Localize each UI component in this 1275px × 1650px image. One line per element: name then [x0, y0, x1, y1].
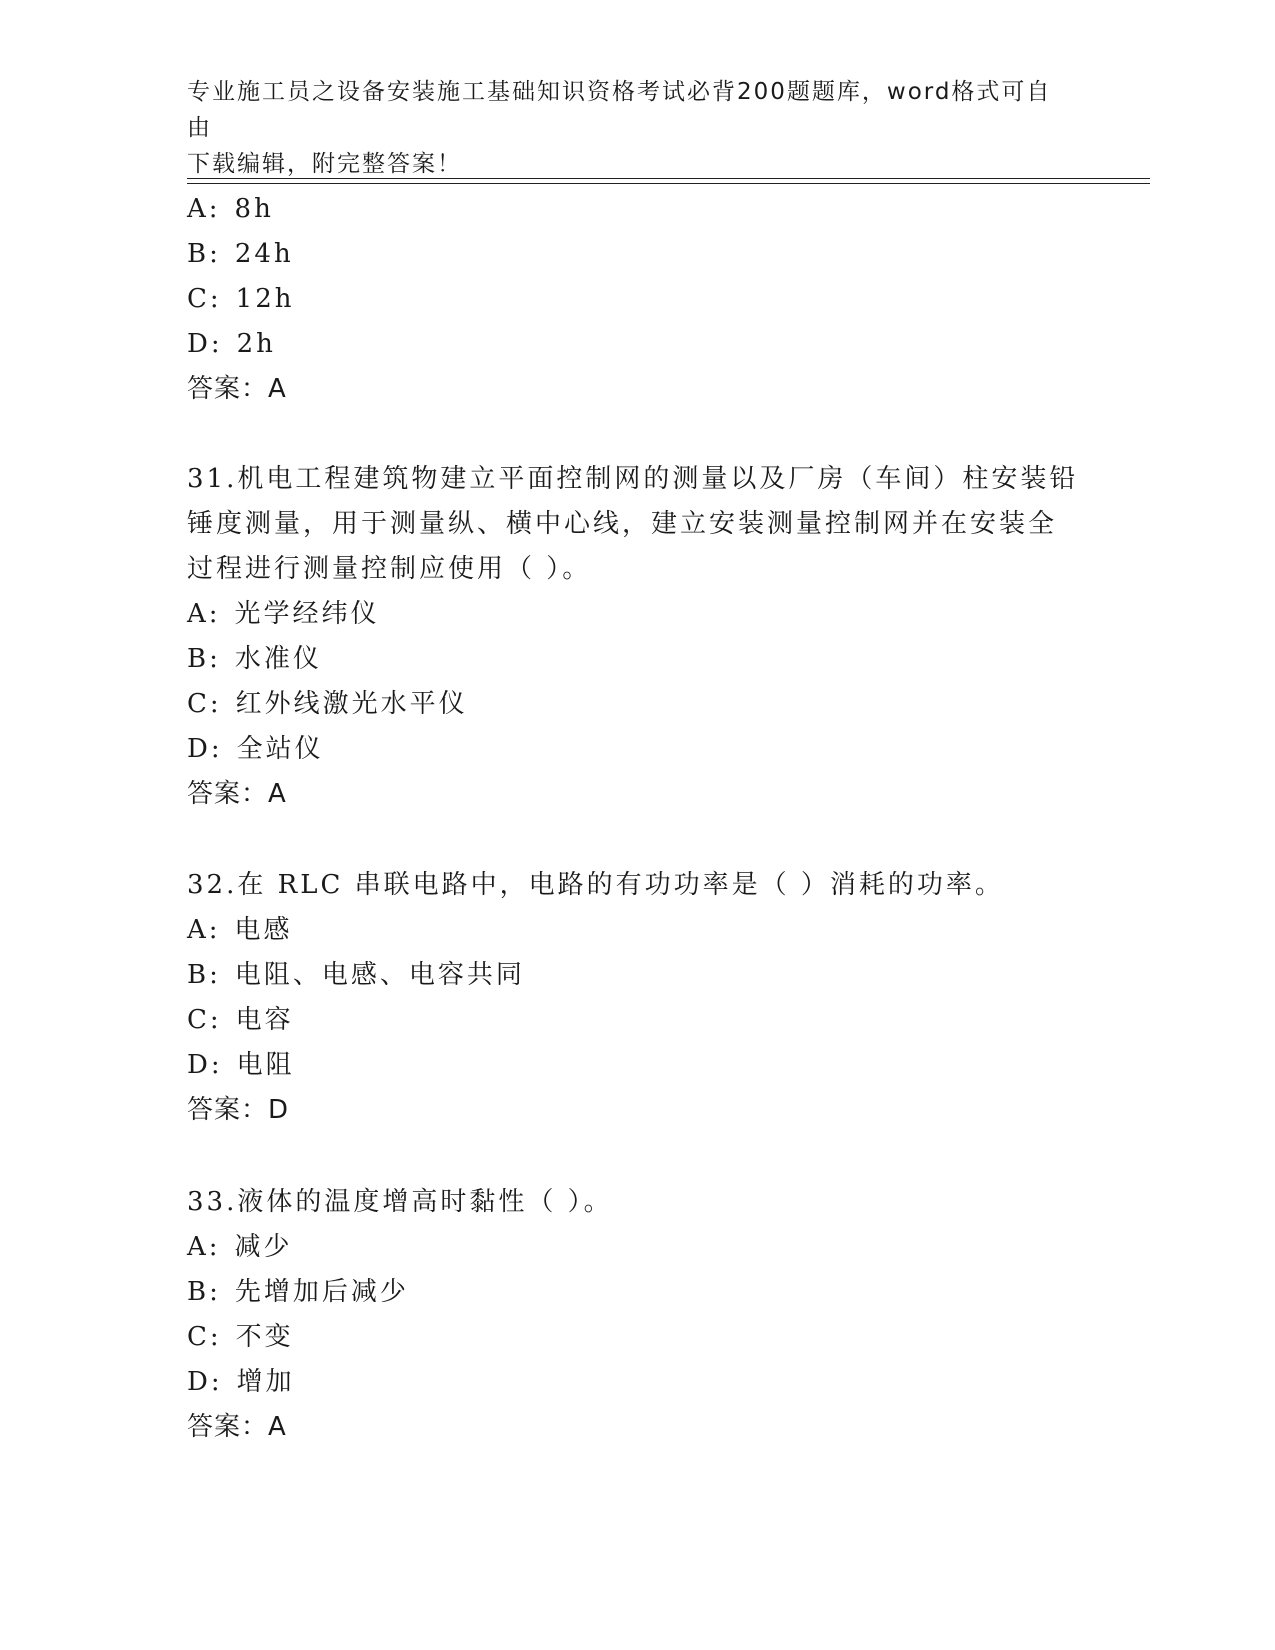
option-d: D: 2h [187, 329, 276, 359]
option-b: B: 电阻、电感、电容共同 [187, 960, 525, 990]
answer-line: 答案：A [187, 1412, 287, 1442]
question-stem-line: 33.液体的温度增高时黏性（ ）。 [187, 1187, 613, 1217]
option-a: A: 减少 [187, 1232, 293, 1262]
question-stem-line: 过程进行测量控制应使用（ ）。 [187, 554, 592, 584]
header-line-2: 下载编辑，附完整答案！ [187, 151, 462, 177]
option-c: C: 电容 [187, 1005, 294, 1035]
option-d: D: 全站仪 [187, 734, 324, 764]
question-stem-line: 锤度测量，用于测量纵、横中心线，建立安装测量控制网并在安装全 [187, 509, 1058, 539]
answer-line: 答案：A [187, 779, 287, 809]
option-d: D: 增加 [187, 1367, 295, 1397]
option-b: B: 24h [187, 239, 294, 269]
question-stem-line: 32.在 RLC 串联电路中，电路的有功功率是（ ）消耗的功率。 [187, 870, 1004, 900]
option-b: B: 先增加后减少 [187, 1277, 409, 1307]
option-a: A: 光学经纬仪 [187, 599, 380, 629]
option-a: A: 8h [187, 194, 274, 224]
option-c: C: 12h [187, 284, 295, 314]
answer-line: 答案：D [187, 1095, 290, 1125]
document-header [187, 74, 1067, 182]
option-c: C: 红外线激光水平仪 [187, 689, 468, 719]
question-stem-line: 31.机电工程建筑物建立平面控制网的测量以及厂房（车间）柱安装铅 [187, 464, 1079, 494]
option-d: D: 电阻 [187, 1050, 295, 1080]
option-a: A: 电感 [187, 915, 293, 945]
header-divider [187, 178, 1150, 184]
option-c: C: 不变 [187, 1322, 294, 1352]
answer-line: 答案：A [187, 374, 287, 404]
header-line-1: 专业施工员之设备安装施工基础知识资格考试必背200题题库，word格式可自由 [187, 79, 1052, 141]
option-b: B: 水准仪 [187, 644, 322, 674]
